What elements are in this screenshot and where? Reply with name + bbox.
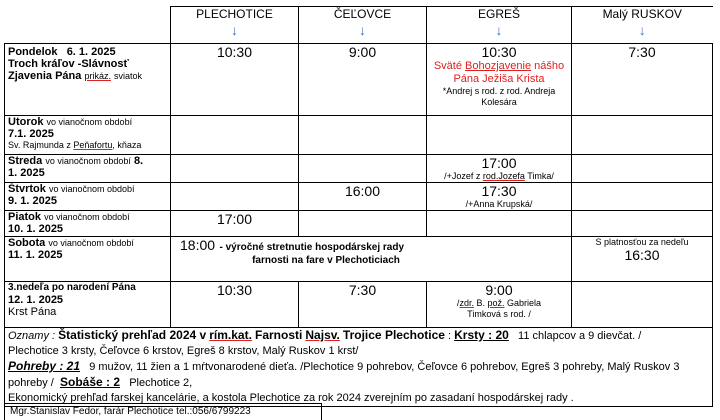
egres-cell: 17:00 /+Jozef z rod.Jozefa Timka/ [427,155,572,183]
time-plechotice: 10:30 [171,44,299,116]
day-cell: Streda vo vianočnom období 8. 1. 2025 [5,155,171,183]
day-cell: 3.nedeľa po narodení Pána 12. 1. 2025 Krst Pána [5,282,171,328]
announcements-cell: Oznamy : Štatistický prehľad 2024 v rím.kat. Farnosti Najsv. Trojice Plechotice : Krsty : 20 11 chlapcov a 9 dievčat. / Plechotice 3 krsty, Čeľovce 6 krstov, Egreš 8 krstov, Malý Ruskov 1 krst/ Pohreby : 21 9 mužov, 11 žien a 1 mŕtvonarodené dieťa. /Plechotice 9 pohrebov, Čeľovce 6 pohrebov, Egreš 3 pohreby, Malý Ruskov 3 pohreby / Sobáše : 2 Plechotice 2, Ekonomický prehľad farskej kancelárie, a kostola Plechotice za rok 2024 zverejním po zasadaní hospodárskej rady . [5,328,713,407]
time-celovce: 16:00 [299,183,427,211]
day-cell: Štvrtok vo vianočnom období 9. 1. 2025 [5,183,171,211]
egres-cell: 17:30 /+Anna Krupská/ [427,183,572,211]
arrow-down-icon: ↓ [638,22,646,38]
day-cell: Sobota vo vianočnom období 11. 1. 2025 [5,237,171,282]
row-saturday [5,237,713,282]
saturday-meeting-cell: 18:00 - výročné stretnutie hospodárskej rady farnosti na fare v Plechoticiach [171,237,572,282]
priest-contact-footer: Mgr.Stanislav Fedor, farár Plechotice tel.:056/6799223 [4,403,322,420]
row-friday [5,211,713,237]
row-wednesday [5,155,713,183]
egres-cell: 9:00 /zdr. B. pož. Gabriela Timková s rod. / [427,282,572,328]
mass-schedule-table [4,6,713,407]
arrow-down-icon: ↓ [495,22,503,38]
day-cell: Piatok vo vianočnom období 10. 1. 2025 [5,211,171,237]
time-plechotice: 17:00 [171,211,299,237]
row-monday [5,44,713,116]
time-maly-ruskov: 7:30 [572,44,713,116]
arrow-down-icon: ↓ [231,22,238,38]
time-celovce: 7:30 [299,282,427,328]
column-header-egres: EGREŠ ↓ [427,7,572,44]
egres-cell: 10:30 Sväté Bohozjavenie nášho Pána Ježiša Krista *Andrej s rod. z rod. Andreja Kolesára [427,44,572,116]
row-thursday [5,183,713,211]
day-cell: Utorok vo vianočnom období 7.1. 2025 Sv. Rajmunda z Peňafortu, kňaza [5,116,171,155]
row-tuesday [5,116,713,155]
column-header-celovce: ČEĽOVCE ↓ [299,7,427,44]
maly-ruskov-cell: S platnosťou za nedeľu 16:30 [572,237,713,282]
time-plechotice: 10:30 [171,282,299,328]
time-celovce: 9:00 [299,44,427,116]
column-header-maly-ruskov: Malý RUSKOV ↓ [572,7,713,44]
column-header-plechotice: PLECHOTICE ↓ [171,7,299,44]
arrow-down-icon: ↓ [359,22,366,38]
row-sunday [5,282,713,328]
day-cell: Pondelok 6. 1. 2025 Troch kráľov -Slávnosť Zjavenia Pána prikáz. sviatok [5,44,171,116]
header-row [5,7,713,44]
announcements-row [5,328,713,407]
